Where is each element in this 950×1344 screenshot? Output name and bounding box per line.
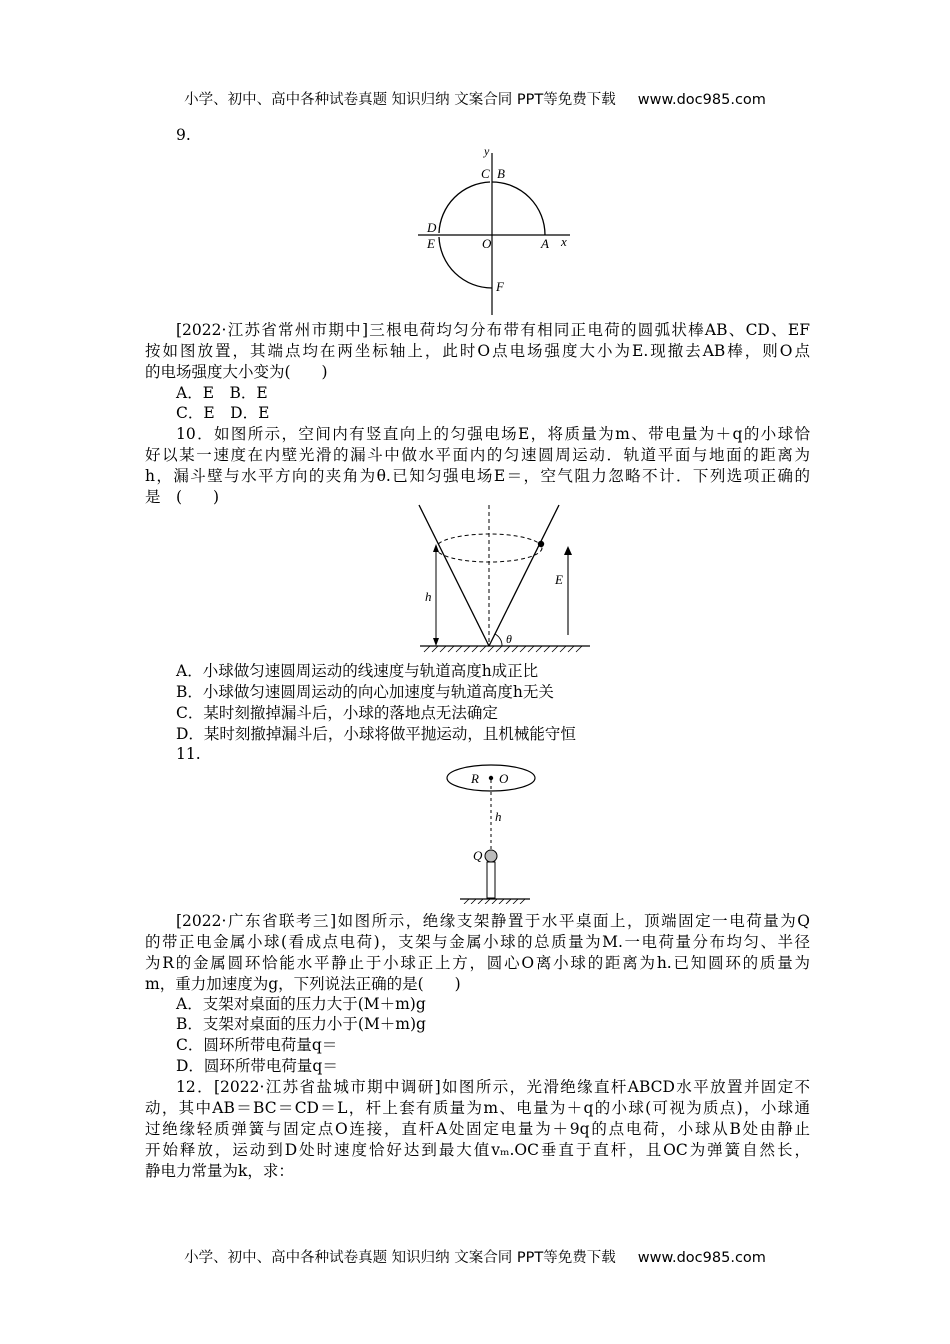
q11-option-d: D．圆环所带电荷量q＝ bbox=[176, 1057, 338, 1075]
label-x: x bbox=[561, 234, 567, 249]
angle-arc bbox=[495, 634, 502, 646]
header-site: www.doc985.com bbox=[637, 92, 766, 108]
label-r: R bbox=[471, 771, 479, 786]
height-arrow-down bbox=[433, 638, 439, 646]
q9-text-1: [2022·江苏省常州市期中]三根电荷均匀分布带有相同正电荷的圆弧状棒AB、CD、EF bbox=[176, 321, 810, 339]
ball bbox=[538, 541, 544, 547]
label-h: h bbox=[495, 809, 502, 824]
label-o: O bbox=[499, 771, 509, 786]
label-y: y bbox=[484, 144, 490, 158]
q10-text-3: h，漏斗壁与水平方向的夹角为θ.已知匀强电场E＝，空气阻力忽略不计．下列选项正确的 bbox=[145, 467, 810, 485]
ring-center bbox=[489, 776, 493, 780]
charged-ball bbox=[485, 850, 497, 862]
q12-text-4: 开始释放，运动到D处时速度恰好达到最大值vₘ.OC垂直于直杆，且OC为弹簧自然长， bbox=[145, 1141, 810, 1159]
label-e: E bbox=[427, 236, 435, 251]
q11-text-4: m，重力加速度为g，下列说法正确的是( ) bbox=[145, 975, 461, 993]
q10-option-d: D．某时刻撤掉漏斗后，小球将做平抛运动，且机械能守恒 bbox=[176, 725, 576, 743]
funnel-right-wall bbox=[489, 505, 559, 646]
footer-site: www.doc985.com bbox=[637, 1250, 766, 1266]
arc-ab bbox=[492, 182, 545, 235]
q11-figure bbox=[440, 762, 550, 904]
q10-option-b: B．小球做匀速圆周运动的向心加速度与轨道高度h无关 bbox=[176, 683, 554, 701]
label-a: A bbox=[541, 236, 549, 251]
label-h: h bbox=[425, 589, 432, 604]
q10-text-1: 10．如图所示，空间内有竖直向上的匀强电场E，将质量为m、带电量为＋q的小球恰 bbox=[176, 425, 810, 443]
q9-figure bbox=[410, 143, 580, 318]
q10-option-c: C．某时刻撤掉漏斗后，小球的落地点无法确定 bbox=[176, 704, 498, 722]
q9-text-3: 的电场强度大小变为( ) bbox=[145, 363, 328, 381]
label-q: Q bbox=[473, 848, 483, 863]
page-header bbox=[0, 88, 950, 109]
q10-text-4: 是 ( ) bbox=[145, 488, 220, 506]
label-theta: θ bbox=[506, 632, 512, 646]
arc-cd bbox=[439, 182, 490, 233]
footer-text: 小学、初中、高中各种试卷真题 知识归纳 文案合同 PPT等免费下载 bbox=[184, 1250, 616, 1266]
q9-option-cd: C．E D．E bbox=[176, 404, 270, 422]
q11-option-b: B．支架对桌面的压力小于(M＋m)g bbox=[176, 1015, 426, 1033]
q9-number: 9. bbox=[176, 126, 191, 144]
q9-text-2: 按如图放置，其端点均在两坐标轴上，此时O点电场强度大小为E.现撤去AB棒，则O点 bbox=[145, 342, 810, 360]
q11-number: 11. bbox=[176, 745, 201, 763]
field-arrow-head bbox=[564, 546, 572, 555]
label-b: B bbox=[497, 166, 505, 181]
q11-text-3: 为R的金属圆环恰能水平静止于小球正上方，圆心O离小球的距离为h.已知圆环的质量为 bbox=[145, 954, 810, 972]
table-hatching bbox=[464, 899, 525, 904]
q10-text-2: 好以某一速度在内壁光滑的漏斗中做水平面内的匀速圆周运动．轨道平面与地面的距离为 bbox=[145, 446, 810, 464]
ground-hatching bbox=[424, 646, 582, 652]
q11-option-c: C．圆环所带电荷量q＝ bbox=[176, 1036, 338, 1054]
label-e: E bbox=[555, 572, 563, 587]
q12-text-3: 过绝缘轻质弹簧与固定点O连接，直杆A处固定电量为＋9q的点电荷，小球从B处由静止 bbox=[145, 1120, 810, 1138]
label-f: F bbox=[496, 279, 504, 294]
q9-option-ab: A．E B．E bbox=[176, 384, 268, 402]
q11-text-2: 的带正电金属小球(看成点电荷)，支架与金属小球的总质量为M.一电荷量分布均匀、半径 bbox=[145, 933, 810, 951]
q10-figure bbox=[410, 500, 595, 658]
q10-option-a: A．小球做匀速圆周运动的线速度与轨道高度h成正比 bbox=[176, 662, 539, 680]
label-d: D bbox=[427, 220, 437, 235]
q11-option-a: A．支架对桌面的压力大于(M＋m)g bbox=[176, 995, 426, 1013]
q12-text-5: 静电力常量为k，求： bbox=[145, 1162, 294, 1180]
q12-text-2: 动，其中AB＝BC＝CD＝L，杆上套有质量为m、电量为＋q的小球(可视为质点)，小球通 bbox=[145, 1099, 810, 1117]
support-stand bbox=[487, 862, 495, 898]
page-footer bbox=[0, 1246, 950, 1267]
header-text: 小学、初中、高中各种试卷真题 知识归纳 文案合同 PPT等免费下载 bbox=[184, 92, 616, 108]
label-o: O bbox=[482, 236, 492, 251]
q12-text-1: 12．[2022·江苏省盐城市期中调研]如图所示，光滑绝缘直杆ABCD水平放置并固定不 bbox=[176, 1078, 810, 1096]
height-arrow-up bbox=[433, 544, 439, 552]
label-c: C bbox=[481, 166, 490, 181]
funnel-left-wall bbox=[419, 505, 489, 646]
q11-text-1: [2022·广东省联考三]如图所示，绝缘支架静置于水平桌面上，顶端固定一电荷量为Q bbox=[176, 912, 810, 930]
